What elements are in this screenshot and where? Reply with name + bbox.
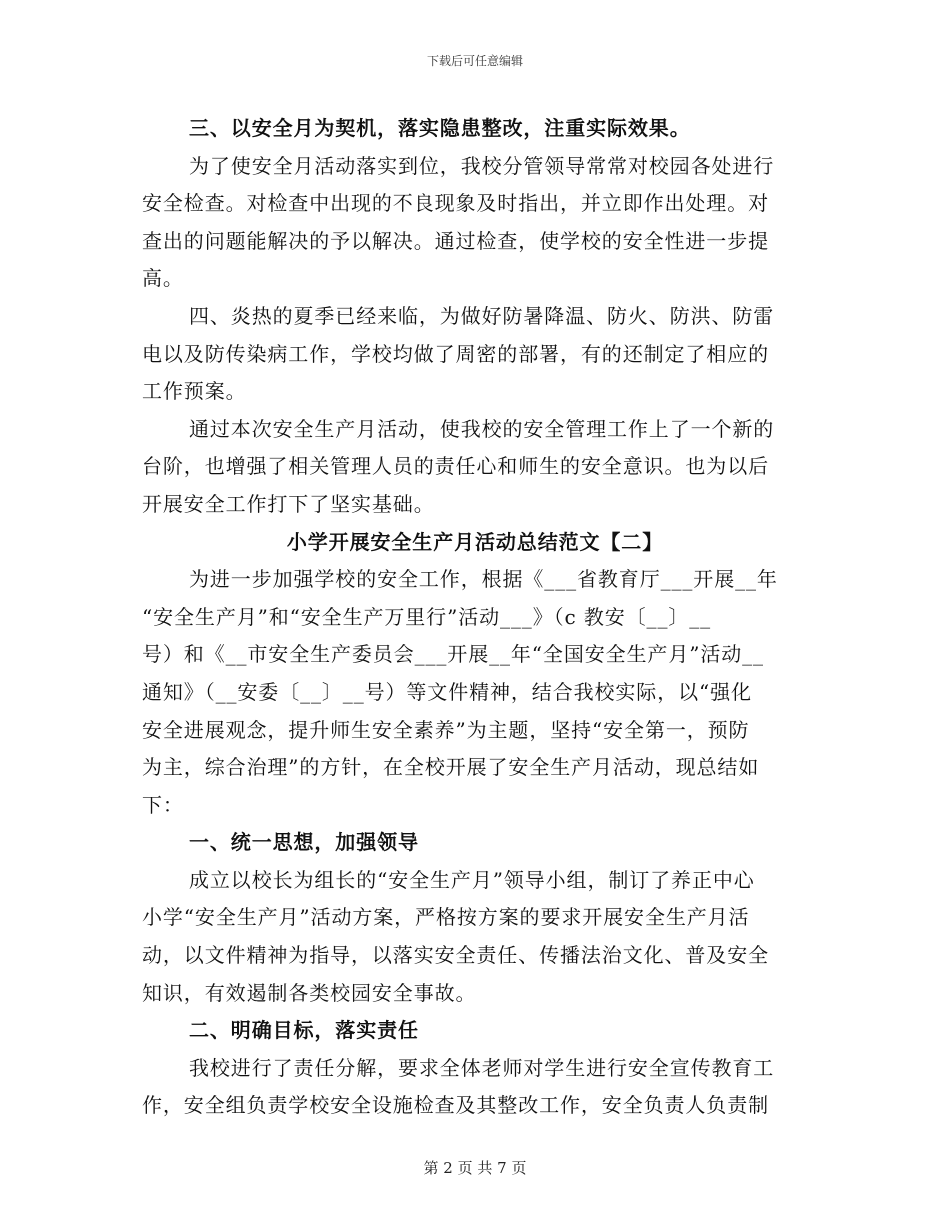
paragraph-line: 为了使安全月活动落实到位，我校分管领导常常对校园各处进行 [189,153,775,178]
paragraph-line: 工作预案。 [142,379,247,404]
paragraph-line: 四、炎热的夏季已经来临，为做好防暑降温、防火、防洪、防雷 [189,303,775,328]
page-header-note: 下载后可任意编辑 [426,54,523,68]
paragraph-line: 查出的问题能解决的予以解决。通过检查，使学校的安全性进一步提 [142,228,769,253]
paragraph-line: 为进一步加强学校的安全工作，根据《___省教育厅___开展__年 [189,567,778,592]
document-body [142,110,808,1125]
paragraph-line: 动，以文件精神为指导，以落实安全责任、传播法治文化、普及安全 [142,943,769,968]
section-heading: 二、明确目标，落实责任 [189,1018,419,1043]
page-footer-info: 第 2 页 共 7 页 [423,1159,527,1177]
paragraph-line: 小学“安全生产月”活动方案，严格按方案的要求开展安全生产月活 [142,905,750,930]
paragraph-line: 电以及防传染病工作，学校均做了周密的部署，有的还制定了相应的 [142,341,769,366]
paragraph-line: 开展安全工作打下了坚实基础。 [142,491,435,516]
paragraph-line: 台阶，也增强了相关管理人员的责任心和师生的安全意识。也为以后 [142,454,769,479]
paragraph-line: “安全生产月”和“安全生产万里行”活动___》（c 教安〔__〕__ [142,604,712,629]
paragraph-line: 作，安全组负责学校安全设施检查及其整改工作，安全负责人负责制 [142,1093,769,1118]
paragraph-line: 成立以校长为组长的“安全生产月”领导小组，制订了养正中心 [189,867,755,892]
paragraph-line: 通过本次安全生产月活动，使我校的安全管理工作上了一个新的 [189,416,775,441]
paragraph-line: 知识，有效遏制各类校园安全事故。 [142,980,477,1005]
section-heading: 三、以安全月为契机，落实隐患整改，注重实际效果。 [189,116,691,140]
paragraph-line: 通知》（__安委〔__〕__号）等文件精神，结合我校实际，以“强化 [142,679,752,704]
paragraph-line: 下： [142,792,184,817]
paragraph-line: 安全检查。对检查中出现的不良现象及时指出，并立即作出处理。对 [142,191,769,216]
document-title: 小学开展安全生产月活动总结范文【二】 [286,529,664,554]
paragraph-line: 为主，综合治理”的方针，在全校开展了安全生产月活动，现总结如 [142,755,760,780]
paragraph-line: 我校进行了责任分解，要求全体老师对学生进行安全宣传教育工 [189,1055,775,1080]
paragraph-line: 号）和《__市安全生产委员会___开展__年“全国安全生产月”活动__ [142,642,764,667]
paragraph-line: 安全进展观念，提升师生安全素养”为主题，坚持“安全第一，预防 [142,717,750,742]
paragraph-line: 高。 [142,266,184,291]
section-heading: 一、统一思想，加强领导 [189,830,419,855]
